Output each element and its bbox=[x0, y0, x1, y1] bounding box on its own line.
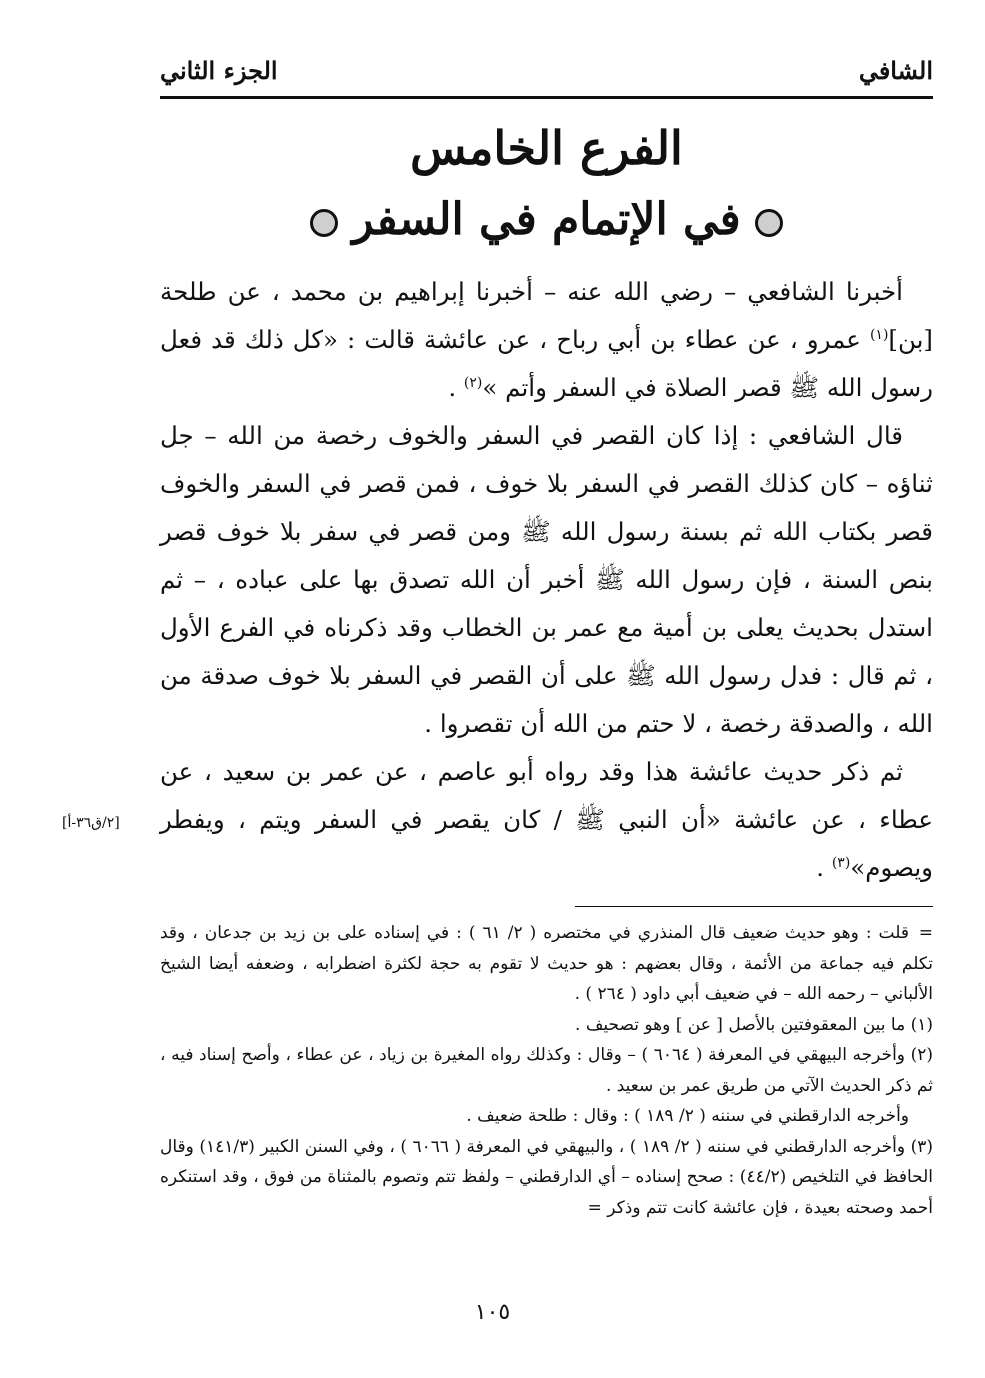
main-text bbox=[160, 268, 933, 892]
footnotes bbox=[160, 918, 933, 1223]
footnote-text: قلت : وهو حديث ضعيف قال المنذري في مختصره ( ٢/ ٦١ ) : في إسناده على بن زيد بن جدعان ، وقد تكلم فيه جماعة من الأئمة ، وقال بعضهم : هو حديث لا تقوم به حجة لكثرة اضطرابه ، وضعفه أيضا الشيخ الألباني – رحمه الله – في ضعيف أبي داود ( ٢٦٤ ) . bbox=[160, 923, 933, 1004]
paragraph-text: قال الشافعي : إذا كان القصر في السفر والخوف رخصة من الله – جل ثناؤه – كان كذلك القصر في السفر بلا خوف ، فمن قصر في السفر والخوف قصر بكتاب الله ثم بسنة رسول الله ﷺ ومن قصر في سفر بلا خوف قصر بنص السنة ، فإن رسول الله ﷺ أخبر أن الله تصدق بها على عباده ، – ثم استدل بحديث يعلى بن أمية مع عمر بن الخطاب وقد ذكرناه في الفرع الأول ، ثم قال : فدل رسول الله ﷺ على أن القصر في السفر بلا خوف صدقة من الله ، والصدقة رخصة ، لا حتم من الله أن تقصروا . bbox=[160, 421, 933, 738]
paragraph-text: ثم ذكر حديث عائشة هذا وقد رواه أبو عاصم ، عن عمر بن سعيد ، عن عطاء ، عن عائشة «أن النبي ﷺ / كان يقصر في السفر ويتم ، ويفطر ويصوم» bbox=[160, 757, 933, 882]
paragraph bbox=[160, 412, 933, 748]
continuation-mark: = bbox=[918, 923, 934, 943]
chapter-title: الفرع الخامس bbox=[410, 121, 683, 175]
footnote bbox=[160, 918, 933, 1010]
paragraph-text: . bbox=[448, 373, 464, 402]
footnote-text: (٣) وأخرجه الدارقطني في سننه ( ٢/ ١٨٩ ) ، والبيهقي في المعرفة ( ٦٠٦٦ ) ، وفي السنن الكبير (١٤١/٣) وقال الحافظ في التلخيص (٤٤/٢) : صحح إسناده – أي الدارقطني – ولفظ تتم وتصوم بالمثناة من فوق ، وقد استنكره أحمد وصحته بعيدة ، فإن عائشة كانت تتم وذكر = bbox=[160, 1136, 934, 1218]
paragraph bbox=[160, 748, 933, 892]
footnote-text: وأخرجه الدارقطني في سننه ( ٢/ ١٨٩ ) : وقال : طلحة ضعيف . bbox=[466, 1106, 909, 1126]
footnote bbox=[160, 1040, 933, 1101]
paragraph bbox=[160, 268, 933, 412]
footnote-ref: (١) bbox=[869, 326, 889, 343]
section-title bbox=[160, 190, 933, 250]
page-number: ١٠٥ bbox=[474, 1300, 511, 1325]
paragraph-text: . bbox=[816, 853, 832, 882]
ornament-circle-icon bbox=[310, 209, 338, 237]
section-title-text: في الإتمام في السفر bbox=[352, 194, 741, 245]
running-head-book-title: الشافي bbox=[858, 56, 933, 85]
ornament-circle-icon bbox=[755, 209, 783, 237]
footnote-text: (٢) وأخرجه البيهقي في المعرفة ( ٦٠٦٤ ) – وقال : وكذلك رواه المغيرة بن زياد ، عن عطاء ، وأصح إسناد فيه ، ثم ذكر الحديث الآتي من طريق عمر بن سعيد . bbox=[160, 1045, 934, 1096]
manuscript-folio-note: [٢/ق٣٦-أ] bbox=[62, 815, 120, 831]
header-rule bbox=[160, 96, 933, 99]
footnote-rule bbox=[575, 906, 933, 907]
footnote bbox=[160, 1132, 933, 1224]
footnote-ref: (٣) bbox=[831, 854, 851, 871]
running-head bbox=[160, 56, 933, 96]
footnote-ref: (٢) bbox=[463, 374, 483, 391]
footnote bbox=[160, 1010, 933, 1041]
paragraph-text: أخبرنا الشافعي – رضي الله عنه – أخبرنا إبراهيم بن محمد ، عن طلحة [بن] bbox=[160, 277, 933, 354]
paragraph-text: عمرو ، عن عطاء بن أبي رباح ، عن عائشة قالت : «كل ذلك قد فعل رسول الله ﷺ قصر الصلاة في السفر وأتم » bbox=[160, 325, 933, 402]
footnote bbox=[160, 1101, 933, 1132]
footnote-text: (١) ما بين المعقوفتين بالأصل [ عن ] وهو تصحيف . bbox=[575, 1014, 933, 1035]
running-head-volume: الجزء الثاني bbox=[160, 56, 278, 85]
